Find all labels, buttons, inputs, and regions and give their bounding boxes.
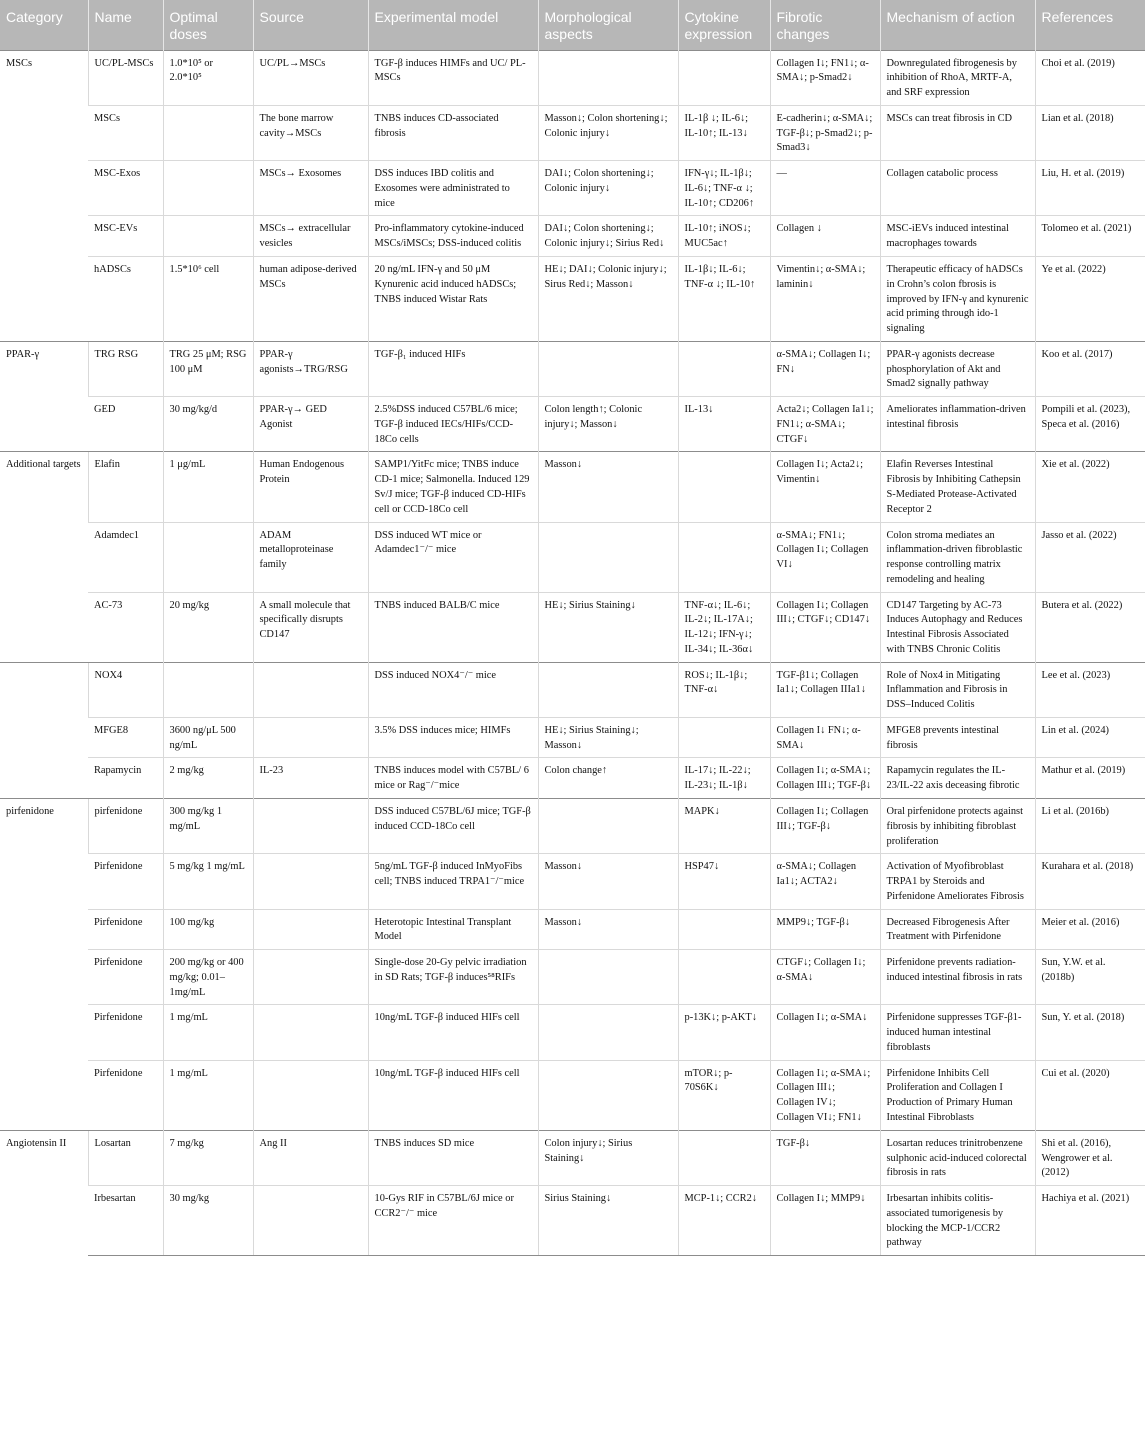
cell-morphological-aspects bbox=[538, 798, 678, 853]
cell-mechanism-of-action: Oral pirfenidone protects against fibrosis by inhibiting fibroblast proliferation bbox=[880, 798, 1035, 853]
cell-cytokine-expression bbox=[678, 717, 770, 758]
cell-optimal-doses bbox=[163, 105, 253, 160]
cell-name: NOX4 bbox=[88, 662, 163, 717]
cell-optimal-doses: 3600 ng/μL 500 ng/mL bbox=[163, 717, 253, 758]
cell-mechanism-of-action: PPAR-γ agonists decrease phosphorylation of Akt and Smad2 signally pathway bbox=[880, 341, 1035, 396]
table-row bbox=[0, 105, 1145, 160]
cell-morphological-aspects: Colon change↑ bbox=[538, 758, 678, 799]
cell-fibrotic-changes: Vimentin↓; α-SMA↓; laminin↓ bbox=[770, 257, 880, 342]
cell-mechanism-of-action: Ameliorates inflammation-driven intestinal fibrosis bbox=[880, 397, 1035, 452]
cell-optimal-doses: 30 mg/kg bbox=[163, 1186, 253, 1256]
cell-references: Cui et al. (2020) bbox=[1035, 1060, 1145, 1130]
table-row bbox=[0, 1005, 1145, 1060]
cell-experimental-model: Heterotopic Intestinal Transplant Model bbox=[368, 909, 538, 950]
cell-source: IL-23 bbox=[253, 758, 368, 799]
cell-name: Pirfenidone bbox=[88, 950, 163, 1005]
cell-fibrotic-changes: MMP9↓; TGF-β↓ bbox=[770, 909, 880, 950]
cell-morphological-aspects: DAI↓; Colon shortening↓; Colonic injury↓; Sirius Red↓ bbox=[538, 216, 678, 257]
cell-name: Irbesartan bbox=[88, 1186, 163, 1256]
cell-cytokine-expression: IL-13↓ bbox=[678, 397, 770, 452]
cell-experimental-model: 10ng/mL TGF-β induced HIFs cell bbox=[368, 1060, 538, 1130]
cell-fibrotic-changes: Collagen I↓; FN1↓; α-SMA↓; p-Smad2↓ bbox=[770, 50, 880, 105]
cell-name: MSCs bbox=[88, 105, 163, 160]
table-row bbox=[0, 341, 1145, 396]
cell-fibrotic-changes: E-cadherin↓; α-SMA↓; TGF-β↓; p-Smad2↓; p-Smad3↓ bbox=[770, 105, 880, 160]
table-row bbox=[0, 397, 1145, 452]
cell-name: TRG RSG bbox=[88, 341, 163, 396]
cell-source bbox=[253, 909, 368, 950]
cell-mechanism-of-action: Losartan reduces trinitrobenzene sulphonic acid-induced colorectal fibrosis in rats bbox=[880, 1130, 1035, 1185]
cell-source: A small molecule that specifically disrupts CD147 bbox=[253, 592, 368, 662]
table-row bbox=[0, 950, 1145, 1005]
cell-mechanism-of-action: Activation of Myofibroblast TRPA1 by Steroids and Pirfenidone Ameliorates Fibrosis bbox=[880, 854, 1035, 909]
header-morphological-aspects: Morphological aspects bbox=[538, 0, 678, 50]
cell-cytokine-expression: TNF-α↓; IL-6↓; IL-2↓; IL-17A↓; IL-12↓; IFN-γ↓; IL-34↓; IL-36α↓ bbox=[678, 592, 770, 662]
cell-morphological-aspects bbox=[538, 341, 678, 396]
cell-morphological-aspects bbox=[538, 1060, 678, 1130]
cell-cytokine-expression: IL-1β↓; IL-6↓; TNF-α ↓; IL-10↑ bbox=[678, 257, 770, 342]
cell-mechanism-of-action: CD147 Targeting by AC-73 Induces Autophagy and Reduces Intestinal Fibrosis Associated with TNBS Chronic Colitis bbox=[880, 592, 1035, 662]
cell-fibrotic-changes: α-SMA↓; FN1↓; Collagen I↓; Collagen VI↓ bbox=[770, 522, 880, 592]
cell-fibrotic-changes: Collagen I↓ FN↓; α-SMA↓ bbox=[770, 717, 880, 758]
cell-references: Butera et al. (2022) bbox=[1035, 592, 1145, 662]
cell-cytokine-expression bbox=[678, 909, 770, 950]
cell-morphological-aspects: Sirius Staining↓ bbox=[538, 1186, 678, 1256]
cell-cytokine-expression: mTOR↓; p-70S6K↓ bbox=[678, 1060, 770, 1130]
cell-name: Pirfenidone bbox=[88, 909, 163, 950]
table-row bbox=[0, 909, 1145, 950]
cell-source bbox=[253, 854, 368, 909]
table-row bbox=[0, 257, 1145, 342]
cell-references: Lian et al. (2018) bbox=[1035, 105, 1145, 160]
cell-category: Additional targets bbox=[0, 452, 88, 662]
cell-source bbox=[253, 717, 368, 758]
table-row bbox=[0, 452, 1145, 522]
cell-fibrotic-changes: — bbox=[770, 161, 880, 216]
cell-references: Pompili et al. (2023), Speca et al. (2016) bbox=[1035, 397, 1145, 452]
cell-morphological-aspects: DAI↓; Colon shortening↓; Colonic injury↓ bbox=[538, 161, 678, 216]
table-row bbox=[0, 592, 1145, 662]
cell-references: Koo et al. (2017) bbox=[1035, 341, 1145, 396]
cell-experimental-model: Single-dose 20-Gy pelvic irradiation in SD Rats; TGF-β induces⁵⁸RIFs bbox=[368, 950, 538, 1005]
cell-optimal-doses: TRG 25 μM; RSG 100 μM bbox=[163, 341, 253, 396]
cell-fibrotic-changes: α-SMA↓; Collagen I↓; FN↓ bbox=[770, 341, 880, 396]
cell-references: Lee et al. (2023) bbox=[1035, 662, 1145, 717]
cell-mechanism-of-action: Downregulated fibrogenesis by inhibition of RhoA, MRTF-A, and SRF expression bbox=[880, 50, 1035, 105]
cell-experimental-model: 2.5%DSS induced C57BL/6 mice; TGF-β induced IECs/HIFs/CCD-18Co cells bbox=[368, 397, 538, 452]
cell-source bbox=[253, 662, 368, 717]
cell-source: Ang II bbox=[253, 1130, 368, 1185]
cell-category: PPAR-γ bbox=[0, 341, 88, 452]
cell-morphological-aspects bbox=[538, 1005, 678, 1060]
cell-cytokine-expression bbox=[678, 452, 770, 522]
cell-mechanism-of-action: Irbesartan inhibits colitis-associated tumorigenesis by blocking the MCP-1/CCR2 pathway bbox=[880, 1186, 1035, 1256]
cell-mechanism-of-action: MFGE8 prevents intestinal fibrosis bbox=[880, 717, 1035, 758]
cell-fibrotic-changes: TGF-β1↓; Collagen Ia1↓; Collagen IIIa1↓ bbox=[770, 662, 880, 717]
cell-optimal-doses: 2 mg/kg bbox=[163, 758, 253, 799]
cell-experimental-model: TNBS induced BALB/C mice bbox=[368, 592, 538, 662]
cell-experimental-model: 5ng/mL TGF-β induced InMyoFibs cell; TNBS induced TRPA1⁻/⁻mice bbox=[368, 854, 538, 909]
cell-morphological-aspects: HE↓; Sirius Staining↓ bbox=[538, 592, 678, 662]
cell-source bbox=[253, 798, 368, 853]
cell-optimal-doses: 7 mg/kg bbox=[163, 1130, 253, 1185]
table-body bbox=[0, 50, 1145, 1256]
cell-references: Tolomeo et al. (2021) bbox=[1035, 216, 1145, 257]
cell-cytokine-expression: MAPK↓ bbox=[678, 798, 770, 853]
cell-cytokine-expression: IL-10↑; iNOS↓; MUC5ac↑ bbox=[678, 216, 770, 257]
cell-experimental-model: DSS induces IBD colitis and Exosomes were administrated to mice bbox=[368, 161, 538, 216]
cell-fibrotic-changes: Collagen I↓; α-SMA↓ bbox=[770, 1005, 880, 1060]
table-row bbox=[0, 216, 1145, 257]
cell-experimental-model: TNBS induces SD mice bbox=[368, 1130, 538, 1185]
cell-morphological-aspects bbox=[538, 662, 678, 717]
cell-cytokine-expression bbox=[678, 522, 770, 592]
cell-fibrotic-changes: Collagen I↓; MMP9↓ bbox=[770, 1186, 880, 1256]
table-row bbox=[0, 717, 1145, 758]
header-source: Source bbox=[253, 0, 368, 50]
cell-name: Pirfenidone bbox=[88, 1005, 163, 1060]
cell-source: ADAM metalloproteinase family bbox=[253, 522, 368, 592]
header-mechanism-of-action: Mechanism of action bbox=[880, 0, 1035, 50]
cell-experimental-model: 20 ng/mL IFN-γ and 50 μM Kynurenic acid induced hADSCs; TNBS induced Wistar Rats bbox=[368, 257, 538, 342]
cell-cytokine-expression bbox=[678, 341, 770, 396]
cell-name: Losartan bbox=[88, 1130, 163, 1185]
cell-morphological-aspects: Masson↓ bbox=[538, 909, 678, 950]
cell-fibrotic-changes: Collagen I↓; α-SMA↓; Collagen III↓; Collagen IV↓; Collagen VI↓; FN1↓ bbox=[770, 1060, 880, 1130]
cell-name: pirfenidone bbox=[88, 798, 163, 853]
header-references: References bbox=[1035, 0, 1145, 50]
cell-source bbox=[253, 1005, 368, 1060]
cell-optimal-doses: 1.0*10⁵ or 2.0*10⁵ bbox=[163, 50, 253, 105]
cell-morphological-aspects: Masson↓; Colon shortening↓; Colonic injury↓ bbox=[538, 105, 678, 160]
cell-name: GED bbox=[88, 397, 163, 452]
cell-source: MSCs→ Exosomes bbox=[253, 161, 368, 216]
cell-cytokine-expression: ROS↓; IL-1β↓; TNF-α↓ bbox=[678, 662, 770, 717]
cell-name: Elafin bbox=[88, 452, 163, 522]
cell-experimental-model: DSS induced NOX4⁻/⁻ mice bbox=[368, 662, 538, 717]
cell-experimental-model: 10-Gys RIF in C57BL/6J mice or CCR2⁻/⁻ mice bbox=[368, 1186, 538, 1256]
table-row bbox=[0, 1130, 1145, 1185]
cell-experimental-model: Pro-inflammatory cytokine-induced MSCs/iMSCs; DSS-induced colitis bbox=[368, 216, 538, 257]
cell-references: Sun, Y.W. et al. (2018b) bbox=[1035, 950, 1145, 1005]
cell-experimental-model: DSS induced WT mice or Adamdec1⁻/⁻ mice bbox=[368, 522, 538, 592]
cell-name: AC-73 bbox=[88, 592, 163, 662]
cell-cytokine-expression bbox=[678, 1130, 770, 1185]
table-row bbox=[0, 50, 1145, 105]
cell-references: Lin et al. (2024) bbox=[1035, 717, 1145, 758]
cell-source bbox=[253, 1060, 368, 1130]
cell-mechanism-of-action: Therapeutic efficacy of hADSCs in Crohn’s colon fbrosis is improved by IFN-γ and kynurenic acid priming through ido-1 signaling bbox=[880, 257, 1035, 342]
cell-mechanism-of-action: Colon stroma mediates an inflammation-driven fibroblastic response controlling matrix remodeling and healing bbox=[880, 522, 1035, 592]
cell-mechanism-of-action: MSCs can treat fibrosis in CD bbox=[880, 105, 1035, 160]
cell-references: Meier et al. (2016) bbox=[1035, 909, 1145, 950]
cell-optimal-doses: 20 mg/kg bbox=[163, 592, 253, 662]
cell-experimental-model: TGF-β induces HIMFs and UC/ PL-MSCs bbox=[368, 50, 538, 105]
table-row bbox=[0, 161, 1145, 216]
cell-name: MFGE8 bbox=[88, 717, 163, 758]
cell-experimental-model: 3.5% DSS induces mice; HIMFs bbox=[368, 717, 538, 758]
table-row bbox=[0, 522, 1145, 592]
cell-name: hADSCs bbox=[88, 257, 163, 342]
cell-optimal-doses: 5 mg/kg 1 mg/mL bbox=[163, 854, 253, 909]
table-row bbox=[0, 662, 1145, 717]
cell-source bbox=[253, 950, 368, 1005]
cell-mechanism-of-action: MSC-iEVs induced intestinal macrophages towards bbox=[880, 216, 1035, 257]
cell-morphological-aspects: Masson↓ bbox=[538, 854, 678, 909]
cell-cytokine-expression: MCP-1↓; CCR2↓ bbox=[678, 1186, 770, 1256]
cell-mechanism-of-action: Decreased Fibrogenesis After Treatment with Pirfenidone bbox=[880, 909, 1035, 950]
cell-experimental-model: TGF-β₁ induced HIFs bbox=[368, 341, 538, 396]
cell-experimental-model: TNBS induces CD-associated fibrosis bbox=[368, 105, 538, 160]
header-row bbox=[0, 0, 1145, 50]
cell-fibrotic-changes: Collagen I↓; α-SMA↓; Collagen III↓; TGF-β↓ bbox=[770, 758, 880, 799]
cell-mechanism-of-action: Rapamycin regulates the IL-23/IL-22 axis deceasing fibrotic bbox=[880, 758, 1035, 799]
cell-name: Rapamycin bbox=[88, 758, 163, 799]
cell-cytokine-expression: p-13K↓; p-AKT↓ bbox=[678, 1005, 770, 1060]
cell-mechanism-of-action: Collagen catabolic process bbox=[880, 161, 1035, 216]
cell-references: Li et al. (2016b) bbox=[1035, 798, 1145, 853]
cell-optimal-doses bbox=[163, 662, 253, 717]
cell-mechanism-of-action: Pirfenidone suppresses TGF-β1-induced human intestinal fibroblasts bbox=[880, 1005, 1035, 1060]
cell-references: Choi et al. (2019) bbox=[1035, 50, 1145, 105]
cell-optimal-doses: 1 mg/mL bbox=[163, 1060, 253, 1130]
cell-morphological-aspects: Masson↓ bbox=[538, 452, 678, 522]
cell-name: Pirfenidone bbox=[88, 854, 163, 909]
cell-mechanism-of-action: Role of Nox4 in Mitigating Inflammation and Fibrosis in DSS–Induced Colitis bbox=[880, 662, 1035, 717]
cell-experimental-model: DSS induced C57BL/6J mice; TGF-β induced CCD-18Co cell bbox=[368, 798, 538, 853]
cell-morphological-aspects bbox=[538, 50, 678, 105]
cell-references: Liu, H. et al. (2019) bbox=[1035, 161, 1145, 216]
cell-fibrotic-changes: Collagen I↓; Collagen III↓; CTGF↓; CD147↓ bbox=[770, 592, 880, 662]
header-cytokine-expression: Cytokine expression bbox=[678, 0, 770, 50]
cell-category: MSCs bbox=[0, 50, 88, 341]
cell-mechanism-of-action: Pirfenidone prevents radiation-induced intestinal fibrosis in rats bbox=[880, 950, 1035, 1005]
header-experimental-model: Experimental model bbox=[368, 0, 538, 50]
cell-morphological-aspects: HE↓; DAI↓; Colonic injury↓; Sirus Red↓; Masson↓ bbox=[538, 257, 678, 342]
cell-fibrotic-changes: α-SMA↓; Collagen Ia1↓; ACTA2↓ bbox=[770, 854, 880, 909]
cell-optimal-doses: 200 mg/kg or 400 mg/kg; 0.01–1mg/mL bbox=[163, 950, 253, 1005]
cell-source: The bone marrow cavity→MSCs bbox=[253, 105, 368, 160]
header-name: Name bbox=[88, 0, 163, 50]
table-row bbox=[0, 758, 1145, 799]
cell-fibrotic-changes: CTGF↓; Collagen I↓; α-SMA↓ bbox=[770, 950, 880, 1005]
header-optimal-doses: Optimal doses bbox=[163, 0, 253, 50]
cell-mechanism-of-action: Pirfenidone Inhibits Cell Proliferation and Collagen I Production of Primary Human Intestinal Fibroblasts bbox=[880, 1060, 1035, 1130]
cell-optimal-doses: 1.5*10⁶ cell bbox=[163, 257, 253, 342]
cell-mechanism-of-action: Elafin Reverses Intestinal Fibrosis by Inhibiting Cathepsin S-Mediated Protease-Activated Receptor 2 bbox=[880, 452, 1035, 522]
cell-optimal-doses: 100 mg/kg bbox=[163, 909, 253, 950]
cell-fibrotic-changes: Collagen I↓; Acta2↓; Vimentin↓ bbox=[770, 452, 880, 522]
cell-cytokine-expression: IFN-γ↓; IL-1β↓; IL-6↓; TNF-α ↓; IL-10↑; CD206↑ bbox=[678, 161, 770, 216]
cell-cytokine-expression bbox=[678, 50, 770, 105]
header-fibrotic-changes: Fibrotic changes bbox=[770, 0, 880, 50]
cell-optimal-doses bbox=[163, 161, 253, 216]
cell-optimal-doses: 1 mg/mL bbox=[163, 1005, 253, 1060]
cell-name: MSC-Exos bbox=[88, 161, 163, 216]
cell-optimal-doses bbox=[163, 522, 253, 592]
cell-source: human adipose-derived MSCs bbox=[253, 257, 368, 342]
cell-fibrotic-changes: Collagen ↓ bbox=[770, 216, 880, 257]
cell-references: Kurahara et al. (2018) bbox=[1035, 854, 1145, 909]
cell-morphological-aspects: HE↓; Sirius Staining↓; Masson↓ bbox=[538, 717, 678, 758]
cell-optimal-doses bbox=[163, 216, 253, 257]
cell-name: Adamdec1 bbox=[88, 522, 163, 592]
header-category: Category bbox=[0, 0, 88, 50]
cell-fibrotic-changes: Acta2↓; Collagen Ia1↓; FN1↓; α-SMA↓; CTGF↓ bbox=[770, 397, 880, 452]
cell-source: MSCs→ extracellular vesicles bbox=[253, 216, 368, 257]
cell-morphological-aspects: Colon injury↓; Sirius Staining↓ bbox=[538, 1130, 678, 1185]
cell-experimental-model: SAMP1/YitFc mice; TNBS induce CD-1 mice; Salmonella. Induced 129 Sv/J mice; TGF-β induced CD-HIFs cell or CCD-18Co cell bbox=[368, 452, 538, 522]
cell-references: Ye et al. (2022) bbox=[1035, 257, 1145, 342]
cell-cytokine-expression: HSP47↓ bbox=[678, 854, 770, 909]
cell-name: Pirfenidone bbox=[88, 1060, 163, 1130]
cell-name: MSC-EVs bbox=[88, 216, 163, 257]
table-row bbox=[0, 798, 1145, 853]
cell-source: PPAR-γ agonists→TRG/RSG bbox=[253, 341, 368, 396]
cell-fibrotic-changes: TGF-β↓ bbox=[770, 1130, 880, 1185]
cell-name: UC/PL-MSCs bbox=[88, 50, 163, 105]
cell-references: Hachiya et al. (2021) bbox=[1035, 1186, 1145, 1256]
cell-references: Jasso et al. (2022) bbox=[1035, 522, 1145, 592]
table-row bbox=[0, 1186, 1145, 1256]
cell-source: UC/PL→MSCs bbox=[253, 50, 368, 105]
cell-references: Xie et al. (2022) bbox=[1035, 452, 1145, 522]
cell-references: Sun, Y. et al. (2018) bbox=[1035, 1005, 1145, 1060]
cell-cytokine-expression: IL-17↓; IL-22↓; IL-23↓; IL-1β↓ bbox=[678, 758, 770, 799]
cell-fibrotic-changes: Collagen I↓; Collagen III↓; TGF-β↓ bbox=[770, 798, 880, 853]
cell-cytokine-expression: IL-1β ↓; IL-6↓; IL-10↑; IL-13↓ bbox=[678, 105, 770, 160]
cell-source bbox=[253, 1186, 368, 1256]
cell-source: PPAR-γ→ GED Agonist bbox=[253, 397, 368, 452]
table-row bbox=[0, 1060, 1145, 1130]
cell-cytokine-expression bbox=[678, 950, 770, 1005]
cell-optimal-doses: 1 μg/mL bbox=[163, 452, 253, 522]
cell-optimal-doses: 300 mg/kg 1 mg/mL bbox=[163, 798, 253, 853]
table-row bbox=[0, 854, 1145, 909]
cell-experimental-model: 10ng/mL TGF-β induced HIFs cell bbox=[368, 1005, 538, 1060]
cell-category bbox=[0, 662, 88, 798]
cell-experimental-model: TNBS induces model with C57BL/ 6 mice or Rag⁻/⁻mice bbox=[368, 758, 538, 799]
cell-morphological-aspects bbox=[538, 950, 678, 1005]
cell-morphological-aspects bbox=[538, 522, 678, 592]
cell-optimal-doses: 30 mg/kg/d bbox=[163, 397, 253, 452]
cell-category: Angiotensin II bbox=[0, 1130, 88, 1255]
cell-morphological-aspects: Colon length↑; Colonic injury↓; Masson↓ bbox=[538, 397, 678, 452]
cell-references: Mathur et al. (2019) bbox=[1035, 758, 1145, 799]
cell-category: pirfenidone bbox=[0, 798, 88, 1130]
cell-references: Shi et al. (2016), Wengrower et al. (2012) bbox=[1035, 1130, 1145, 1185]
cell-source: Human Endogenous Protein bbox=[253, 452, 368, 522]
